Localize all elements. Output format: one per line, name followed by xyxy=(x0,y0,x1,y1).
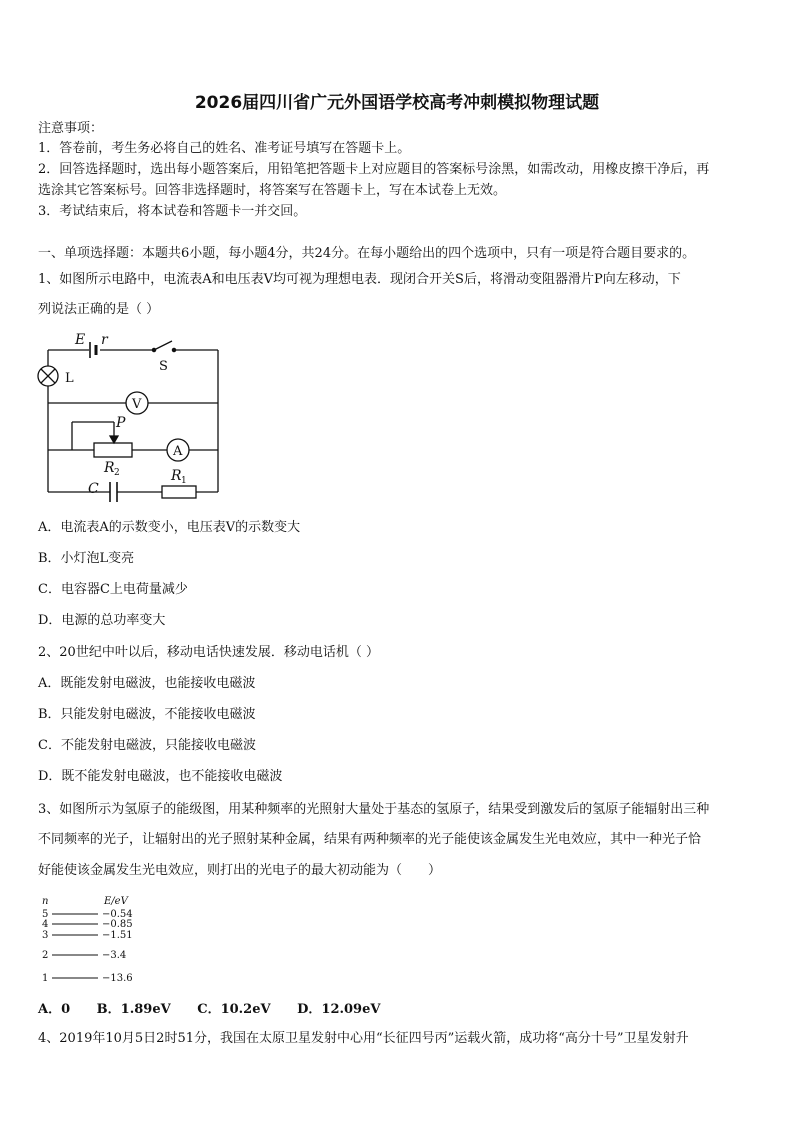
question-1-option-a: A．电流表A的示数变小，电压表V的示数变大 xyxy=(38,520,301,535)
notice-heading: 注意事项： xyxy=(38,121,104,136)
question-1-option-d: D．电源的总功率变大 xyxy=(38,613,166,628)
notice-item: 3．考试结束后，将本试卷和答题卡一并交回。 xyxy=(38,204,307,219)
notice-item: 2．回答选择题时，选出每小题答案后，用铅笔把答题卡上对应题目的答案标号涂黑，如需改动，用橡皮擦干净后，再 xyxy=(38,162,710,177)
energy-level-diagram xyxy=(38,892,158,988)
label-L: L xyxy=(65,371,74,386)
label-R1: R xyxy=(171,468,182,484)
label-V: V xyxy=(132,397,142,412)
level-energy: −13.6 xyxy=(102,973,133,984)
page-title: 2026届四川省广元外国语学校高考冲刺模拟物理试题 xyxy=(194,93,600,113)
question-3-option-b: B．1.89eV xyxy=(96,1002,171,1017)
question-3-stem: 3、如图所示为氢原子的能级图，用某种频率的光照射大量处于基态的氢原子，结果受到激发后的氢原子能辐射出三种 xyxy=(38,802,710,817)
question-2-option-a: A．既能发射电磁波，也能接收电磁波 xyxy=(38,676,256,691)
label-C: C xyxy=(88,481,99,497)
label-R1-sub: 1 xyxy=(181,476,187,486)
notice-item: 选涂其它答案标号。回答非选择题时，将答案写在答题卡上，写在本试卷上无效。 xyxy=(38,183,507,198)
label-E: E xyxy=(75,332,86,348)
question-1-option-b: B．小灯泡L变亮 xyxy=(38,551,135,566)
level-n: 5 xyxy=(42,909,49,920)
question-2-option-c: C．不能发射电磁波，只能接收电磁波 xyxy=(38,738,256,753)
level-n: 1 xyxy=(42,973,49,984)
question-2-stem: 2、20世纪中叶以后，移动电话快速发展．移动电话机（ ） xyxy=(38,645,379,660)
label-P: P xyxy=(116,415,126,431)
label-R2-sub: 2 xyxy=(114,468,120,478)
question-1-option-c: C．电容器C上电荷量减少 xyxy=(38,582,188,597)
level-energy: −1.51 xyxy=(102,930,133,941)
level-energy: −3.4 xyxy=(102,950,127,961)
label-r: r xyxy=(101,332,108,348)
label-S: S xyxy=(159,359,168,374)
circuit-diagram xyxy=(34,330,234,505)
question-2-option-b: B．只能发射电磁波，不能接收电磁波 xyxy=(38,707,256,722)
label-R2: R xyxy=(104,460,115,476)
question-4-stem: 4、2019年10月5日2时51分，我国在太原卫星发射中心用“长征四号丙”运载火箭，成功将“高分十号”卫星发射升 xyxy=(38,1031,689,1046)
level-energy: −0.54 xyxy=(102,909,133,920)
question-3-stem-cont: 不同频率的光子，让辐射出的光子照射某种金属，结果有两种频率的光子能使该金属发生光电效应，其中一种光子恰 xyxy=(38,832,702,847)
level-n: 3 xyxy=(42,930,49,941)
level-energy: −0.85 xyxy=(102,919,133,930)
section-heading: 一、单项选择题：本题共6小题，每小题4分，共24分。在每小题给出的四个选项中，只有一项是符合题目要求的。 xyxy=(38,246,696,261)
question-3-option-a: A．0 xyxy=(38,1002,71,1017)
question-1-stem: 1、如图所示电路中，电流表A和电压表V均可视为理想电表．现闭合开关S后，将滑动变阻器滑片P向左移动，下 xyxy=(38,272,681,287)
notice-item: 1．答卷前，考生务必将自己的姓名、准考证号填写在答题卡上。 xyxy=(38,141,411,156)
question-3-option-d: D．12.09eV xyxy=(297,1002,381,1017)
label-A: A xyxy=(173,444,183,459)
question-3-stem-cont: 好能使该金属发生光电效应，则打出的光电子的最大初动能为（ ） xyxy=(38,863,442,878)
question-2-option-d: D．既不能发射电磁波，也不能接收电磁波 xyxy=(38,769,283,784)
question-1-stem-cont: 列说法正确的是（ ） xyxy=(38,302,160,317)
diagram-e-label: E/eV xyxy=(104,896,128,907)
level-n: 4 xyxy=(42,919,49,930)
question-3-options xyxy=(38,998,402,1017)
diagram-n-label: n xyxy=(42,896,49,907)
level-n: 2 xyxy=(42,950,49,961)
question-3-option-c: C．10.2eV xyxy=(197,1002,271,1017)
